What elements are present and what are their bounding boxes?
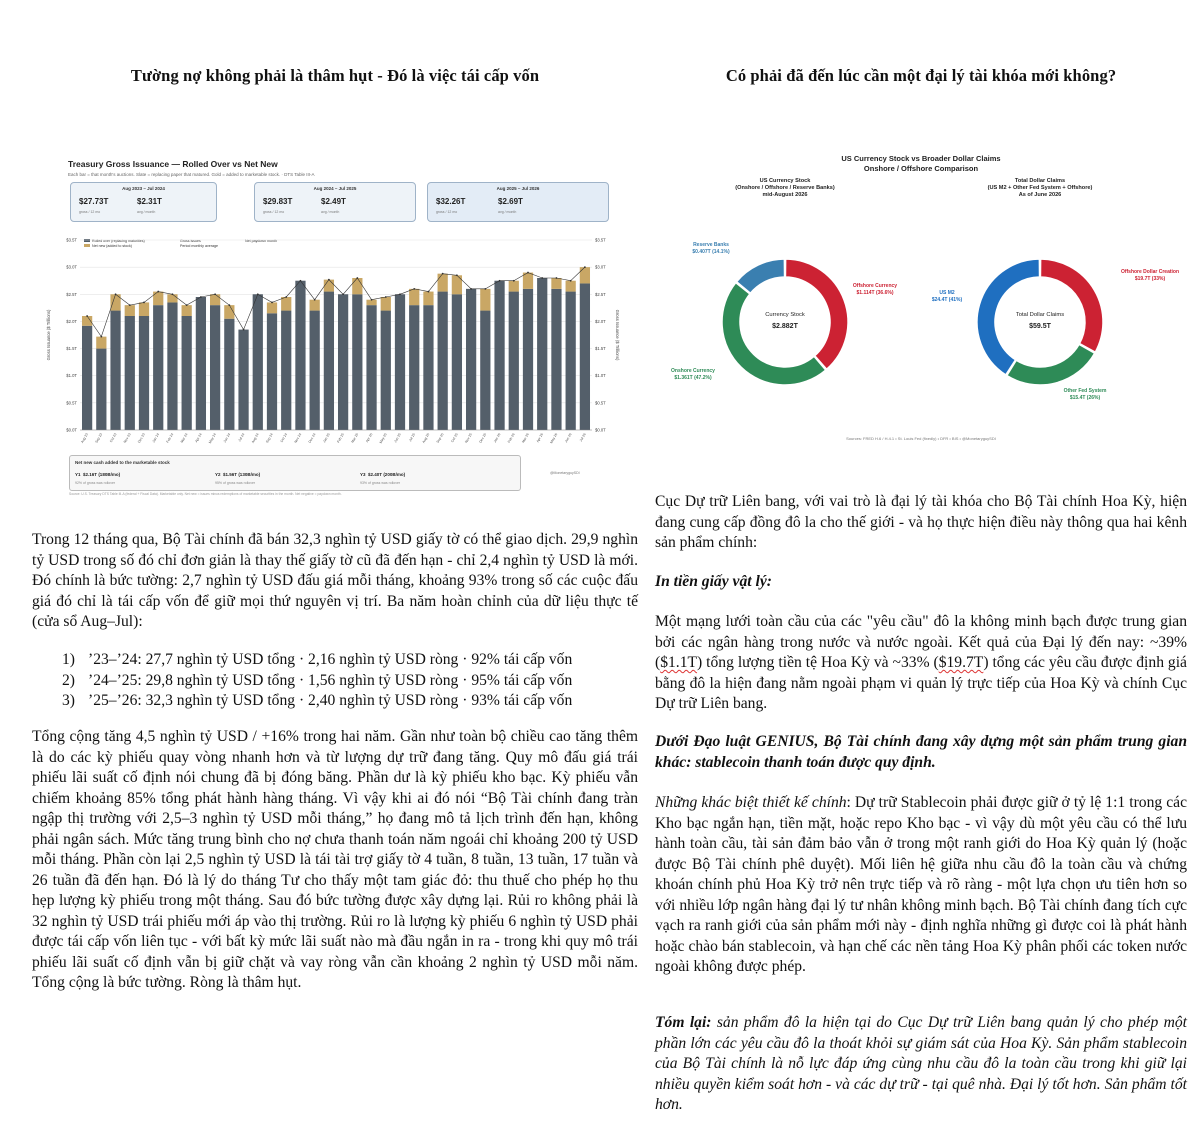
x-tick-label: Aug 24	[250, 432, 260, 444]
x-tick-label: May 25	[378, 432, 388, 445]
list-item: 1) ’23–’24: 27,7 nghìn tỷ USD tổng · 2,16 nghìn tỷ USD ròng · 92% tái cấp vốn	[62, 651, 573, 668]
gross-issues-point	[129, 304, 131, 306]
bar-net-new	[423, 292, 433, 306]
bar-rolled-over	[267, 313, 277, 430]
gross-issues-point	[541, 277, 543, 279]
right-paragraph-4: Tóm lại: sản phẩm đô la hiện tại do Cục Dự trữ Liên bang quản lý cho phép một phần lớn các yêu cầu đô la thoát khỏi sự giám sát của Hoa Kỳ. Sản phẩm stablecoin của Bộ Tài chính là nỗ lực đáp ứng cùng nhu cầu đô la toàn cầu trong khi giữ lại nhiều quyền kiểm soát hơn - và các dự trữ - tại quê nhà. Đại lý tốt hơn. Sản phẩm tốt hơn.	[655, 1014, 1187, 1113]
x-tick-label: Nov 24	[293, 432, 303, 444]
card-gross-label: gross / 12 mo	[436, 210, 458, 214]
bar-rolled-over	[551, 289, 561, 430]
card-avg-label: avg / month	[321, 210, 340, 214]
x-tick-label: Apr 26	[535, 432, 545, 444]
x-tick-label: May 24	[207, 432, 217, 445]
gross-issues-point	[100, 336, 102, 338]
y-tick-left: $0.0T	[66, 427, 77, 433]
label-onshore-currency: Onshore Currency $1.361T (47.2%)	[671, 368, 715, 381]
card-avg: $2.31T	[137, 197, 162, 206]
net-new-y1: Y1 $2.16T (180B/mo)	[75, 472, 121, 477]
bar-net-new	[96, 337, 106, 349]
donut1-heading: US Currency Stock (Onshore / Offshore / Reserve Banks) mid-August 2026	[735, 178, 835, 198]
bar-net-new	[153, 292, 163, 306]
card-header: Aug 2025 – Jul 2026	[496, 186, 540, 191]
bar-rolled-over	[196, 297, 206, 430]
chart1-subtitle: Each bar = that month's auctions. Slate = replacing paper that matured. Gold = added to marketable stock. · DTS Table III-A	[68, 172, 315, 177]
bar-rolled-over	[395, 294, 405, 430]
x-tick-label: Oct 23	[108, 432, 118, 444]
list-item: 3) ’25–’26: 32,3 nghìn tỷ USD tổng · 2,40 nghìn tỷ USD ròng · 93% tái cấp vốn	[62, 692, 573, 709]
y-tick-right: $1.0T	[595, 373, 606, 379]
bar-rolled-over	[338, 294, 348, 430]
x-tick-label: Mar 24	[179, 432, 189, 444]
card-avg-label: avg / month	[137, 210, 156, 214]
card-avg-label: avg / month	[498, 210, 517, 214]
right-heading-2: Dưới Đạo luật GENIUS, Bộ Tài chính đang xây dựng một sản phẩm trung gian khác: stablecoin thanh toán được quy định.	[655, 733, 1187, 771]
bar-rolled-over	[96, 349, 106, 430]
gross-issues-point	[356, 277, 358, 279]
gross-issues-point	[342, 293, 344, 295]
bar-rolled-over	[352, 294, 362, 430]
left-paragraph-1: Trong 12 tháng qua, Bộ Tài chính đã bán 32,3 nghìn tỷ USD giấy tờ có thể giao dịch. 29,9 nghìn tỷ USD trong số đó chỉ đơn giản là thay thế giấy tờ cũ đã đến hạn - chỉ 2,4 nghìn tỷ USD là mới. Đó chính là bức tường: 2,7 nghìn tỷ USD đấu giá mỗi tháng, khoảng 93% trong số các cuộc đấu giá đó chỉ là tái cấp vốn để giữ mọi thứ nguyên vị trí. Ba năm hoàn chỉnh của dữ liệu thực tế (cửa sổ Aug–Jul):	[32, 531, 638, 630]
gross-issues-point	[300, 280, 302, 282]
bar-net-new	[452, 275, 462, 294]
x-tick-label: Apr 25	[364, 432, 374, 444]
gross-issues-point	[172, 293, 174, 295]
y-tick-right: $3.5T	[595, 237, 606, 243]
y-tick-right: $2.5T	[595, 291, 606, 297]
gross-issues-point	[328, 279, 330, 281]
y-tick-right: $1.5T	[595, 346, 606, 352]
bar-rolled-over	[509, 292, 519, 430]
gross-issues-point	[86, 315, 88, 317]
x-tick-label: Aug 23	[80, 432, 89, 444]
bar-rolled-over	[580, 283, 590, 430]
donut2-heading: Total Dollar Claims (US M2 + Other Fed System + Offshore) As of June 2026	[987, 178, 1093, 198]
gross-issues-point	[371, 299, 373, 301]
label-other-fed: Other Fed System $15.4T (26%)	[1063, 388, 1107, 401]
bar-rolled-over	[423, 305, 433, 430]
chart1-source: Source: U.S. Treasury DTS Table III-A (federal + Fiscal Data). Marketable only. Net new = issues minus redemptions of marketable securities in the month. Net negative = paydown month.	[69, 492, 342, 496]
legend-label: Gross issues	[180, 239, 201, 243]
legend-label: Rolled over (replacing maturities)	[92, 239, 145, 243]
donut2-center: Total Dollar Claims $59.5T	[1015, 312, 1065, 330]
x-tick-label: Feb 25	[336, 432, 345, 444]
x-tick-label: Apr 24	[194, 432, 203, 444]
x-tick-label: Jan 26	[492, 432, 502, 444]
gross-issues-point	[399, 293, 401, 295]
legend-label: Net new (added to stock)	[92, 244, 132, 248]
y-tick-left: $3.5T	[66, 237, 77, 243]
net-new-summary	[69, 455, 521, 491]
summary-card-y3	[427, 182, 609, 222]
x-tick-label: Jun 25	[393, 432, 402, 444]
bar-rolled-over	[238, 330, 248, 430]
gross-issues-point	[200, 296, 202, 298]
bar-rolled-over	[310, 311, 320, 430]
bar-rolled-over	[466, 289, 476, 430]
bar-rolled-over	[139, 316, 149, 430]
bar-net-new	[267, 302, 277, 313]
bar-rolled-over	[125, 316, 135, 430]
label-offshore-currency: Offshore Currency $1.114T (36.6%)	[852, 283, 898, 296]
donut-slice	[722, 283, 826, 385]
issuance-chart	[32, 150, 620, 500]
x-tick-label: Jan 25	[322, 432, 331, 444]
x-tick-label: Dec 23	[137, 432, 146, 444]
x-tick-label: Sep 23	[94, 432, 104, 444]
bar-rolled-over	[452, 294, 462, 430]
right-paragraph-1: Cục Dự trữ Liên bang, với vai trò là đại lý tài khóa cho Bộ Tài chính Hoa Kỳ, hiện đang cung cấp đồng đô la cho thế giới - và họ thực hiện điều này thông qua hai kênh sản phẩm chính:	[655, 493, 1187, 551]
card-gross: $29.83T	[263, 197, 293, 206]
gross-issues-point	[513, 280, 515, 282]
bar-rolled-over	[295, 281, 305, 430]
net-new-y3: Y3 $2.40T (200B/mo)	[360, 472, 406, 477]
right-paragraph-2: Một mạng lưới toàn cầu của các "yêu cầu" đô la không minh bạch được trung gian bởi các ngân hàng trong nước và nước ngoài. Kết quả của Đại lý đến nay: ~39% ($1.1T) tổng lượng tiền tệ Hoa Kỳ và ~33% ($19.7T) tổng các yêu cầu được định giá bằng đô la hiện đang nằm ngoài phạm vi quản lý trực tiếp của Hoa Kỳ và chính Cục Dự trữ Liên bang.	[655, 613, 1187, 712]
bar-rolled-over	[381, 311, 391, 430]
x-tick-label: Dec 25	[478, 432, 488, 444]
bar-rolled-over	[281, 311, 291, 430]
x-tick-label: Jul 25	[408, 432, 417, 443]
gross-issues-point	[442, 273, 444, 275]
right-title: Có phải đã đến lúc cần một đại lý tài khóa mới không?	[725, 66, 1117, 85]
label-us-m2: US M2 $24.4T (41%)	[931, 290, 963, 303]
gross-issues-point	[285, 296, 287, 298]
chart2-title: US Currency Stock vs Broader Dollar Claims Onshore / Offshore Comparison	[841, 154, 1001, 173]
right-paragraph-3: Những khác biệt thiết kế chính: Dự trữ Stablecoin phải được giữ ở tỷ lệ 1:1 trong các Kho bạc ngắn hạn, tiền mặt, hoặc repo Kho bạc - vì vậy dù một yêu cầu có thể lưu hành toàn cầu, tài sản đảm bảo vẫn ở trong một ranh giới do Hoa Kỳ quản lý (hoặc được Bộ Tài chính phê duyệt). Mối liên hệ giữa nhu cầu đô la toàn cầu và chứng khoán chính phủ Hoa Kỳ trở nên trực tiếp và rõ ràng - một lựa chọn ưu tiên hơn so với nhiều lớp ngân hàng đại lý tư nhân không minh bạch. Bộ Tài chính đang tích cực vạch ra ranh giới của sản phẩm mới này - định nghĩa những gì được coi là phát hành hoặc chào bán stablecoin, và hạn chế các nền tảng Hoa Kỳ phân phối các token nước ngoài không được phép.	[655, 794, 1187, 975]
legend-swatch	[84, 244, 90, 247]
x-tick-label: Jun 24	[222, 432, 232, 444]
y-tick-left: $2.0T	[66, 318, 77, 324]
bar-net-new	[310, 300, 320, 311]
bar-net-new	[352, 278, 362, 294]
x-tick-label: Sep 25	[435, 432, 445, 444]
bar-rolled-over	[167, 302, 177, 430]
bar-net-new	[509, 281, 519, 292]
gross-issues-point	[143, 302, 145, 304]
label-reserve-banks: Reserve Banks $0.407T (14.1%)	[692, 242, 730, 255]
summary-card-y2	[254, 182, 416, 222]
bar-rolled-over	[253, 294, 263, 430]
summary-card-y1	[70, 182, 217, 222]
x-tick-label: Feb 24	[165, 432, 175, 444]
chart2-source: Sources: FRED H.6 / H.4.1 • St. Louis Fed (fixedly) • DFR • BIS • @MonetaryguySDI	[846, 436, 996, 441]
legend-label: Net paydown month	[245, 239, 277, 243]
x-tick-label: Sep 24	[265, 432, 274, 444]
bar-rolled-over	[110, 311, 120, 430]
bar-net-new	[438, 274, 448, 292]
bar-rolled-over	[366, 305, 376, 430]
bar-net-new	[182, 305, 192, 316]
left-title: Tường nợ không phải là thâm hụt - Đó là việc tái cấp vốn	[130, 66, 540, 85]
gross-issues-point	[584, 266, 586, 268]
x-tick-label: Mar 26	[521, 432, 530, 444]
y-tick-left: $1.0T	[66, 373, 77, 379]
bar-net-new	[580, 267, 590, 283]
x-tick-label: Dec 24	[307, 432, 317, 444]
gross-issues-point	[456, 274, 458, 276]
gross-issues-point	[385, 296, 387, 298]
net-new-y3-note: 93% of gross was rollover	[360, 481, 401, 485]
bar-rolled-over	[537, 278, 547, 430]
gross-issues-point	[499, 280, 501, 282]
gross-issues-point	[314, 299, 316, 301]
card-gross: $27.73T	[79, 197, 109, 206]
donut-slice	[1007, 344, 1095, 385]
y-axis-label-right: Gross Issuance ($ Trillions)	[615, 309, 620, 361]
legend-swatch	[84, 239, 90, 242]
left-paragraph-2: Tổng cộng tăng 4,5 nghìn tỷ USD / +16% trong hai năm. Gần như toàn bộ chiều cao tăng thêm là do các kỳ phiếu quay vòng nhanh hơn và từ lượng dự trữ đang tăng. Quy mô đấu giá trái phiếu lãi suất cố định nói chung đã bị đóng băng. Phần dư là kỳ phiếu kho bạc. Kỳ phiếu vẫn chiếm khoảng 85% tổng phát hành hàng tháng. Vì vậy khi ai đó nói “Bộ Tài chính đang tràn ngập thị trường với 2,5–3 nghìn tỷ USD mỗi tháng,” họ đang mô tả lịch trình đến hạn, không phải ngân sách. Mức tăng trung bình cho nợ chưa thanh toán năm ngoái chỉ khoảng 200 tỷ USD mỗi tháng. Phần còn lại 2,5 nghìn tỷ USD là tái tài trợ giấy tờ 4 tuần, 8 tuần, 13 tuần, 17 tuần và 26 tuần đã đến hạn. Đó là lý do tháng Tư cho thấy một tam giác đỏ: thu thuế cho phép họ thu hẹp lượng kỳ phiếu trong một tháng. Sau đó bức tường được xây dựng lại. Rủi ro không phải là 32 nghìn tỷ USD trái phiếu mới áp vào thị trường. Rủi ro là lượng kỳ phiếu 6 nghìn tỷ USD phải được tái cấp vốn liên tục - với bất kỳ mức lãi suất nào mà đầu ngắn in ra - trong khi quy mô trái phiếu lãi suất cố định vẫn bị giữ chặt và vay ròng vẫn cần khoảng 2 nghìn tỷ USD mỗi năm. Tổng cộng là bức tường. Ròng là thâm hụt.	[32, 728, 638, 991]
bar-net-new	[566, 281, 576, 292]
x-tick-label: Feb 26	[506, 432, 516, 444]
gross-issues-point	[570, 280, 572, 282]
net-new-title: Net new cash added to the marketable stock	[75, 460, 170, 465]
x-tick-label: May 26	[549, 432, 559, 445]
donut1-center: Currency Stock $2.882T	[765, 312, 805, 330]
gross-issues-point	[470, 288, 472, 290]
bar-net-new	[480, 289, 490, 311]
list-item: 2) ’24–’25: 29,8 nghìn tỷ USD tổng · 1,56 nghìn tỷ USD ròng · 95% tái cấp vốn	[62, 671, 573, 689]
gross-issues-point	[186, 304, 188, 306]
bar-rolled-over	[182, 316, 192, 430]
card-avg: $2.49T	[321, 197, 346, 206]
gross-issues-point	[214, 293, 216, 295]
card-header: Aug 2024 – Jul 2025	[313, 186, 357, 191]
x-tick-label: Aug 25	[421, 432, 431, 444]
bar-net-new	[324, 280, 334, 292]
bar-rolled-over	[153, 305, 163, 430]
gross-issues-point	[115, 293, 117, 295]
card-gross-label: gross / 12 mo	[79, 210, 101, 214]
y-tick-left: $2.5T	[66, 291, 77, 297]
years-list	[32, 650, 638, 712]
donut-slice	[737, 259, 785, 293]
dollar-claims-chart	[655, 150, 1187, 450]
bar-net-new	[551, 278, 561, 289]
y-tick-right: $0.0T	[595, 427, 606, 433]
gross-issues-point	[428, 291, 430, 293]
x-tick-label: Oct 25	[450, 432, 459, 444]
net-new-y2: Y2 $1.56T (130B/mo)	[215, 472, 261, 477]
bar-net-new	[210, 294, 220, 305]
gross-issues-point	[228, 304, 230, 306]
bar-rolled-over	[324, 292, 334, 430]
x-tick-label: Oct 24	[279, 432, 289, 444]
bar-net-new	[523, 273, 533, 289]
gross-issues-point	[527, 272, 529, 274]
bar-rolled-over	[82, 326, 92, 430]
card-gross-label: gross / 12 mo	[263, 210, 285, 214]
bar-rolled-over	[210, 305, 220, 430]
chart1-handle: @MonetaryguySDI	[550, 471, 580, 475]
gross-issues-point	[484, 288, 486, 290]
gross-issues-point	[243, 329, 245, 331]
y-tick-left: $1.5T	[66, 346, 77, 352]
x-tick-label: Jul 26	[578, 432, 587, 443]
right-heading-1: In tiền giấy vật lý:	[655, 573, 772, 590]
x-tick-label: Jun 26	[563, 432, 573, 444]
card-avg: $2.69T	[498, 197, 523, 206]
bar-rolled-over	[224, 319, 234, 430]
y-tick-left: $0.5T	[66, 400, 77, 406]
bar-net-new	[167, 294, 177, 302]
bar-net-new	[224, 305, 234, 319]
x-tick-label: Nov 23	[122, 432, 132, 444]
gross-issues-point	[271, 302, 273, 304]
bar-net-new	[281, 297, 291, 311]
x-tick-label: Jul 24	[237, 432, 246, 443]
card-header: Aug 2023 – Jul 2024	[122, 186, 165, 191]
bar-rolled-over	[566, 292, 576, 430]
issuance-plot	[32, 230, 620, 452]
chart1-title: Treasury Gross Issuance — Rolled Over vs Net New	[68, 159, 278, 169]
bar-net-new	[125, 305, 135, 316]
y-tick-right: $0.5T	[595, 400, 606, 406]
net-new-y1-note: 92% of gross was rollover	[75, 481, 116, 485]
gross-issues-point	[556, 277, 558, 279]
bar-rolled-over	[523, 289, 533, 430]
y-axis-label-left: Gross Issuance ($ Trillions)	[46, 309, 51, 361]
x-tick-label: Nov 25	[464, 432, 473, 444]
bar-rolled-over	[438, 292, 448, 430]
card-gross: $32.26T	[436, 197, 466, 206]
bar-net-new	[139, 302, 149, 316]
gross-issues-point	[413, 288, 415, 290]
y-tick-right: $2.0T	[595, 318, 606, 324]
y-tick-right: $3.0T	[595, 264, 606, 270]
gross-issues-point	[157, 291, 159, 293]
donut-slice	[1040, 259, 1103, 352]
bar-net-new	[381, 297, 391, 311]
net-new-y2-note: 95% of gross was rollover	[215, 481, 256, 485]
gross-issues-point	[257, 293, 259, 295]
x-tick-label: Jan 24	[151, 432, 161, 444]
bar-rolled-over	[494, 281, 504, 430]
label-offshore-dollar: Offshore Dollar Creation $19.7T (33%)	[1120, 269, 1180, 282]
bar-rolled-over	[480, 311, 490, 430]
y-tick-left: $3.0T	[66, 264, 77, 270]
bar-net-new	[409, 289, 419, 305]
legend-label: Period monthly average	[180, 244, 218, 248]
x-tick-label: Mar 25	[350, 432, 360, 444]
bar-rolled-over	[409, 305, 419, 430]
